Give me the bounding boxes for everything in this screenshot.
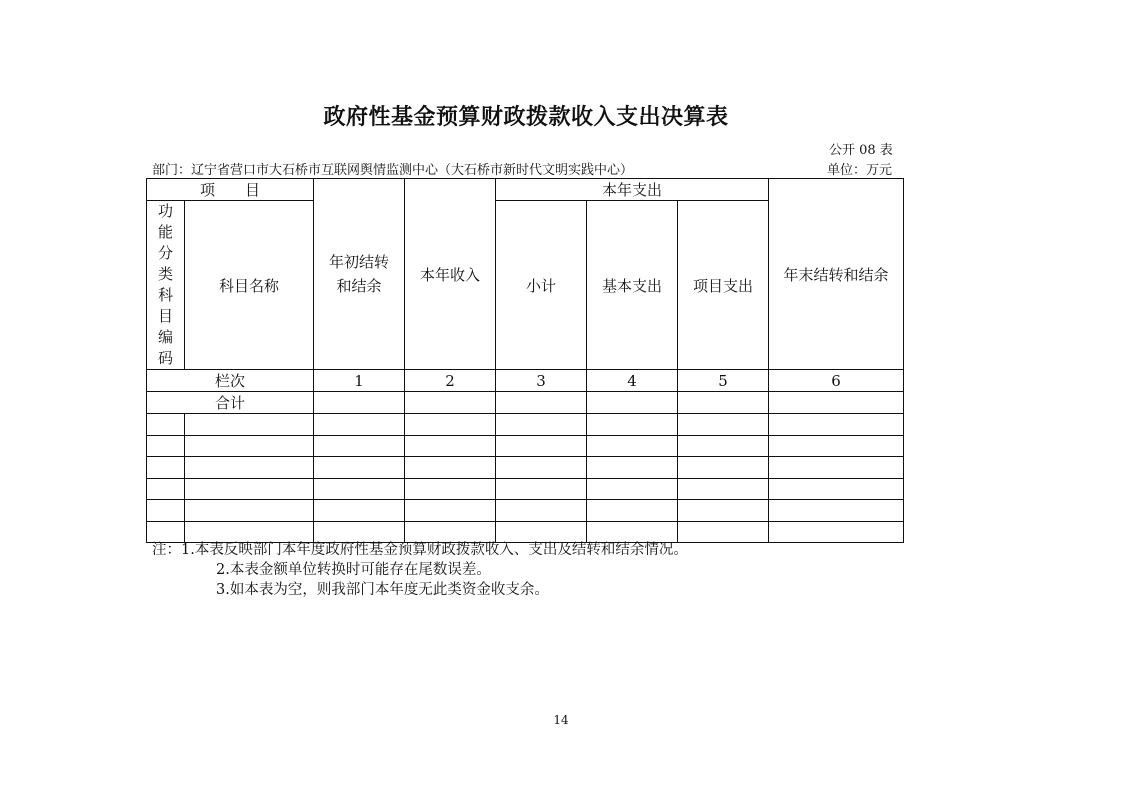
page-number: 14: [553, 713, 569, 727]
table-cell: [147, 478, 185, 500]
table-cell: [405, 392, 496, 414]
table-cell: [769, 392, 904, 414]
header-closing-balance: 年末结转和结余: [769, 179, 904, 370]
table-cell: [314, 435, 405, 457]
table-cell: [405, 500, 496, 522]
table-cell: [147, 414, 185, 436]
table-cell: [587, 435, 678, 457]
table-cell: [496, 435, 587, 457]
header-project-expenditure: 项目支出: [678, 201, 769, 370]
table-cell: [496, 500, 587, 522]
header-opening-balance: [314, 179, 405, 370]
note-item: 3.如本表为空，则我部门本年度无此类资金收支余。: [216, 582, 549, 598]
notes: [152, 540, 688, 600]
table-cell: [769, 500, 904, 522]
table-row: [147, 500, 904, 522]
header-function-code: [147, 201, 185, 370]
header-code-text: 功能分类科目编码: [157, 202, 173, 367]
table-cell: [587, 457, 678, 479]
column-number-row: [147, 370, 904, 392]
table-cell: [769, 435, 904, 457]
header-basic-expenditure: 基本支出: [587, 201, 678, 370]
table-cell: [769, 521, 904, 543]
table-cell: [185, 500, 314, 522]
header-subject-name: 科目名称: [185, 201, 314, 370]
column-number: 3: [496, 370, 587, 392]
table-cell: [496, 392, 587, 414]
table-cell: [769, 414, 904, 436]
table-cell: [587, 478, 678, 500]
table-cell: [147, 435, 185, 457]
table-cell: [769, 478, 904, 500]
table-cell: [496, 478, 587, 500]
table-cell: [587, 500, 678, 522]
table-cell: [314, 500, 405, 522]
column-number: 6: [769, 370, 904, 392]
page-title: 政府性基金预算财政拨款收入支出决算表: [323, 104, 729, 130]
table-cell: [185, 478, 314, 500]
column-number: 2: [405, 370, 496, 392]
total-row: [147, 392, 904, 414]
column-number: 1: [314, 370, 405, 392]
table-cell: [496, 457, 587, 479]
table-row: [147, 478, 904, 500]
column-number-label: 栏次: [147, 370, 314, 392]
budget-table: [146, 178, 904, 543]
table-cell: [678, 392, 769, 414]
department-label: 部门：辽宁省营口市大石桥市互联网舆情监测中心（大石桥市新时代文明实践中心）: [152, 163, 634, 178]
column-number: 5: [678, 370, 769, 392]
form-number: 公开 08 表: [829, 143, 893, 158]
table-cell: [587, 414, 678, 436]
column-number: 4: [587, 370, 678, 392]
table-cell: [405, 478, 496, 500]
table-cell: [314, 392, 405, 414]
table-cell: [185, 414, 314, 436]
table-row: [147, 414, 904, 436]
table-cell: [314, 457, 405, 479]
table-cell: [314, 478, 405, 500]
table-cell: [185, 457, 314, 479]
table-cell: [405, 457, 496, 479]
total-label: 合计: [147, 392, 314, 414]
header-opening-text: 年初结转和结余: [329, 253, 390, 295]
table-cell: [405, 414, 496, 436]
table-row: [147, 457, 904, 479]
unit-label: 单位：万元: [827, 163, 893, 178]
table-cell: [314, 414, 405, 436]
table-cell: [587, 392, 678, 414]
table-cell: [405, 435, 496, 457]
table-cell: [678, 414, 769, 436]
table-cell: [678, 435, 769, 457]
table-cell: [769, 457, 904, 479]
table-cell: [185, 435, 314, 457]
table-cell: [147, 457, 185, 479]
table-cell: [678, 521, 769, 543]
table-cell: [678, 500, 769, 522]
header-item: 项 目: [147, 179, 314, 201]
note-item: 2.本表金额单位转换时可能存在尾数误差。: [216, 562, 491, 578]
header-subtotal: 小计: [496, 201, 587, 370]
table-cell: [678, 457, 769, 479]
table-cell: [496, 414, 587, 436]
header-expenditure: 本年支出: [496, 179, 769, 201]
table-cell: [678, 478, 769, 500]
note-item: 注：1.本表反映部门本年度政府性基金预算财政拨款收入、支出及结转和结余情况。: [152, 542, 688, 558]
table-cell: [147, 500, 185, 522]
table-row: [147, 435, 904, 457]
header-income: 本年收入: [405, 179, 496, 370]
